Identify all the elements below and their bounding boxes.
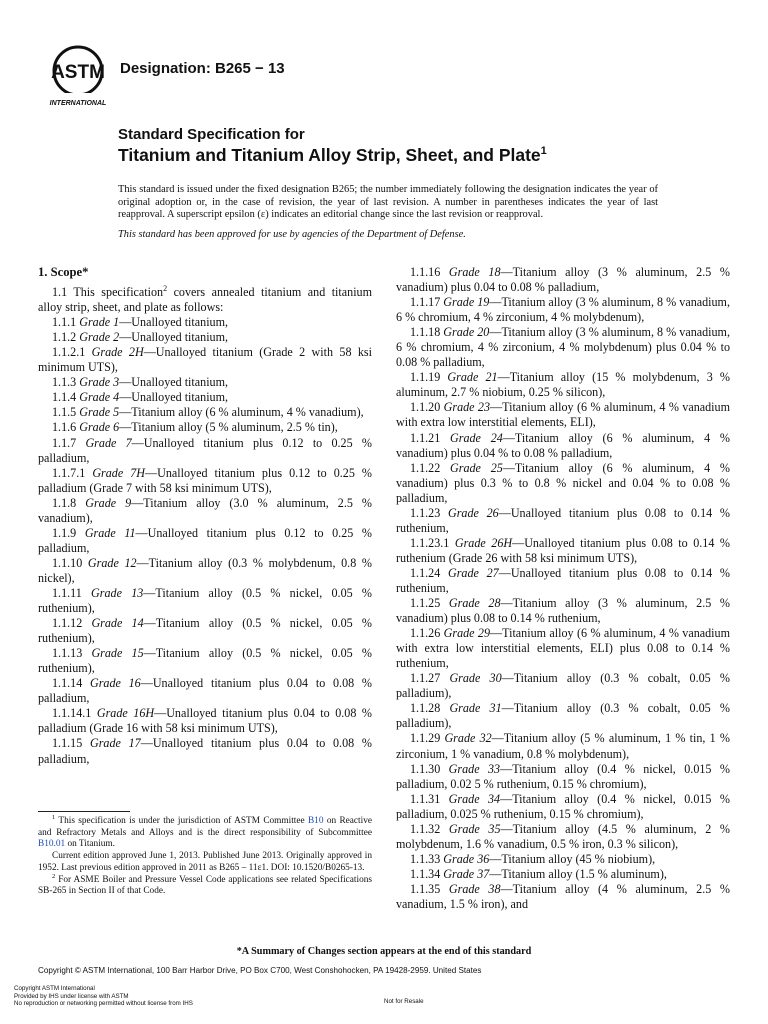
clause-number: 1.1.18 (410, 325, 441, 340)
list-item (396, 400, 730, 430)
scope-paragraph (38, 285, 372, 315)
subcommittee-b10-01-link[interactable]: B10.01 (38, 839, 66, 850)
grade-description: —Titanium alloy (3 % aluminum, 8 % vanadium, 6 % chromium, 4 % zirconium, 4 % molybdenum) plus 0.04 % to 0.08 % palladium, (396, 325, 730, 370)
grade-description: —Titanium alloy (0.4 % nickel, 0.015 % palladium, 0.025 % ruthenium, 0.15 % chromium), (396, 791, 730, 821)
clause-number: 1.1.35 (410, 881, 441, 896)
grade-name: Grade 18 (448, 265, 501, 279)
grade-name: Grade 17 (89, 736, 141, 751)
grade-description: —Titanium alloy (6 % aluminum, 4 % vanadium with extra low interstitial elements, ELI), (396, 400, 730, 430)
footnote-ref-2: 2 (163, 284, 168, 294)
astm-logo (44, 44, 112, 110)
list-item (38, 646, 372, 676)
not-for-resale: Not for Resale (384, 998, 424, 1005)
grade-name: Grade 13 (91, 585, 144, 600)
grade-name: Grade 2H (91, 345, 144, 360)
grade-description: —Titanium alloy (0.5 % nickel, 0.05 % ruthenium), (38, 646, 372, 676)
clause-number: 1.1.29 (410, 731, 441, 746)
list-item (38, 315, 372, 330)
grade-description: —Unalloyed titanium plus 0.08 to 0.14 % ruthenium, (396, 565, 730, 595)
grade-description: —Titanium alloy (3 % aluminum, 2.5 % vanadium) plus 0.04 to 0.08 % palladium, (396, 265, 730, 295)
grade-name: Grade 3 (79, 375, 120, 390)
clause-number: 1.1.7 (52, 435, 77, 450)
clause-number: 1.1.11 (52, 585, 82, 600)
logo-wordmark: ASTM (51, 62, 105, 83)
clause-number: 1.1.19 (410, 370, 441, 385)
list-item (396, 596, 730, 626)
scope-text-a: 1.1 This specification (52, 285, 164, 300)
grade-name: Grade 6 (79, 420, 120, 435)
clause-number: 1.1.14.1 (52, 706, 92, 721)
logo-subtext: INTERNATIONAL (49, 100, 107, 107)
footnotes (38, 813, 372, 898)
committee-b10-link[interactable]: B10 (307, 816, 324, 826)
grade-name: Grade 7H (92, 465, 146, 480)
clause-number: 1.1.27 (410, 671, 441, 686)
grade-description: —Titanium alloy (3 % aluminum, 8 % vanadium, 6 % chromium, 4 % zirconium, 4 % molybdenum), (396, 295, 730, 325)
grade-description: —Unalloyed titanium plus 0.08 to 0.14 % ruthenium (Grade 26 with 58 ksi minimum UTS), (396, 535, 730, 565)
list-item (396, 731, 730, 761)
clause-number: 1.1.34 (410, 866, 441, 881)
footnote-1-text-c: on Titanium. (65, 839, 115, 850)
grade-name: Grade 11 (84, 525, 136, 540)
clause-number: 1.1.30 (410, 761, 441, 776)
list-item (38, 706, 372, 736)
summary-of-changes-note: *A Summary of Changes section appears at the end of this standard (236, 946, 532, 957)
clause-number: 1.1.2 (52, 330, 77, 345)
list-item (396, 506, 730, 536)
grade-name: Grade 26H (454, 535, 513, 550)
grade-name: Grade 20 (443, 325, 490, 340)
list-item (38, 436, 372, 466)
grade-description: —Titanium alloy (0.5 % nickel, 0.05 % ruthenium), (38, 616, 372, 646)
grade-name: Grade 32 (444, 731, 492, 746)
grade-description: —Unalloyed titanium, (119, 315, 229, 330)
clause-number: 1.1.12 (52, 616, 83, 631)
grade-name: Grade 37 (443, 866, 490, 881)
list-item (396, 461, 730, 506)
list-item (396, 325, 730, 370)
clause-number: 1.1.2.1 (52, 345, 86, 360)
clause-number: 1.1.28 (410, 701, 441, 716)
grade-name: Grade 30 (449, 671, 502, 686)
clause-number: 1.1.23 (410, 505, 441, 520)
list-item (38, 616, 372, 646)
grade-description: —Titanium alloy (4 % aluminum, 2.5 % vanadium, 1.5 % iron), and (396, 881, 730, 911)
clause-number: 1.1.24 (410, 565, 441, 580)
clause-number: 1.1.4 (52, 390, 77, 405)
grade-description: —Unalloyed titanium, (119, 375, 229, 390)
clause-number: 1.1.5 (52, 405, 77, 420)
list-item (38, 736, 372, 766)
clause-number: 1.1.17 (410, 295, 441, 310)
grade-description: —Unalloyed titanium plus 0.12 to 0.25 % palladium (Grade 7 with 58 ksi minimum UTS), (38, 465, 372, 495)
grade-name: Grade 12 (87, 555, 137, 570)
grade-name: Grade 28 (448, 596, 501, 611)
section-heading-scope: 1. Scope* (38, 265, 89, 279)
intro-statement: This standard is issued under the fixed designation B265; the number immediately following the designation indicates the year of original adoption or, in the case of revision, the year of last revision. A number in parentheses indicates the year of last reapproval. A superscript epsilon (ε) indicates an editorial change since the last revision or reapproval. (118, 184, 658, 221)
grade-description: —Titanium alloy (3 % aluminum, 2.5 % vanadium) plus 0.08 to 0.14 % ruthenium, (396, 596, 730, 626)
list-item (396, 295, 730, 325)
grade-description: —Unalloyed titanium (Grade 2 with 58 ksi minimum UTS), (38, 345, 372, 375)
edition-note: Current edition approved June 1, 2013. Published June 2013. Originally approved in 1952. Last previous edition approved in 2011 as B265 – 11ε1. DOI: 10.1520/B0265-13. (38, 851, 372, 873)
list-item (396, 867, 730, 882)
title-line-1: Standard Specification for (118, 126, 305, 143)
clause-number: 1.1.7.1 (52, 465, 86, 480)
clause-number: 1.1.15 (52, 736, 83, 751)
list-item (38, 496, 372, 526)
grade-description: —Titanium alloy (6 % aluminum, 4 % vanadium with extra low interstitial elements, ELI) plus 0.08 to 0.14 % ruthenium, (396, 626, 730, 671)
grade-description: —Titanium alloy (0.4 % nickel, 0.015 % palladium, 0.02 5 % ruthenium, 0.15 % chromium), (396, 761, 730, 791)
grade-name: Grade 24 (450, 430, 503, 445)
footnote-divider (38, 811, 130, 812)
grade-name: Grade 15 (91, 646, 144, 661)
ihs-license-notice (14, 985, 193, 1008)
clause-number: 1.1.1 (52, 315, 77, 330)
list-item (38, 466, 372, 496)
clause-number: 1.1.8 (52, 495, 77, 510)
grade-description: —Titanium alloy (6 % aluminum, 4 % vanadium) plus 0.04 % to 0.08 % palladium, (396, 430, 730, 460)
designation: Designation: B265 − 13 (120, 60, 285, 77)
list-item (396, 792, 730, 822)
footnote-1 (38, 813, 372, 851)
clause-number: 1.1.25 (410, 596, 441, 611)
page-title (118, 145, 547, 166)
list-item (396, 822, 730, 852)
dod-approval: This standard has been approved for use by agencies of the Department of Defense. (118, 229, 466, 240)
copyright-line: Copyright © ASTM International, 100 Barr Harbor Drive, PO Box C700, West Conshohocken, PA 19428-2959. United States (38, 966, 482, 975)
grade-description: —Unalloyed titanium plus 0.04 to 0.08 % palladium, (38, 676, 372, 706)
clause-number: 1.1.6 (52, 420, 77, 435)
grade-description: —Titanium alloy (1.5 % aluminum), (489, 866, 667, 881)
list-item (396, 370, 730, 400)
ihs-line-1: Copyright ASTM International (14, 985, 95, 992)
grade-name: Grade 33 (448, 761, 501, 776)
footnote-2 (38, 872, 372, 898)
grade-name: Grade 31 (449, 701, 502, 716)
grade-name: Grade 9 (85, 495, 132, 510)
clause-number: 1.1.3 (52, 375, 77, 390)
grade-description: —Unalloyed titanium plus 0.04 to 0.08 % palladium (Grade 16 with 58 ksi minimum UTS), (38, 706, 372, 736)
grade-description: —Titanium alloy (6 % aluminum, 4 % vanadium), (119, 405, 364, 420)
grade-description: —Titanium alloy (45 % niobium), (489, 851, 656, 866)
grade-name: Grade 5 (79, 405, 120, 420)
clause-number: 1.1.21 (410, 430, 441, 445)
grade-name: Grade 16 (89, 676, 141, 691)
list-item (396, 762, 730, 792)
grade-name: Grade 26 (447, 505, 499, 520)
footnote-1-text-b: on Reactive and Refractory Metals and Alloys and is the direct responsibility of Subcommittee (38, 816, 372, 838)
grade-name: Grade 21 (447, 370, 498, 385)
list-item (38, 556, 372, 586)
grade-name: Grade 7 (85, 435, 132, 450)
footnote-1-mark: 1 (52, 813, 56, 821)
grade-name: Grade 1 (79, 315, 120, 330)
grade-name: Grade 16H (96, 706, 155, 721)
clause-number: 1.1.32 (410, 821, 441, 836)
grade-name: Grade 14 (91, 616, 144, 631)
list-item (396, 852, 730, 867)
clause-number: 1.1.26 (410, 626, 441, 641)
list-item (38, 345, 372, 375)
ihs-line-2: Provided by IHS under license with ASTM (14, 992, 129, 1000)
grade-description: —Unalloyed titanium, (119, 390, 229, 405)
clause-number: 1.1.33 (410, 851, 441, 866)
scope-text-b: covers annealed titanium and titanium alloy strip, sheet, and plate as follows: (38, 285, 373, 315)
grade-name: Grade 19 (443, 295, 490, 310)
list-item (38, 676, 372, 706)
grade-name: Grade 25 (450, 460, 503, 475)
clause-number: 1.1.10 (52, 555, 83, 570)
list-item (38, 330, 372, 345)
grade-description: —Titanium alloy (0.3 % cobalt, 0.05 % palladium), (396, 671, 730, 701)
list-item (38, 420, 372, 435)
grade-name: Grade 34 (448, 791, 501, 806)
grade-name: Grade 38 (448, 881, 501, 896)
grade-description: —Unalloyed titanium plus 0.12 to 0.25 % palladium, (38, 435, 372, 465)
list-item (38, 526, 372, 556)
footnote-2-mark: 2 (52, 872, 56, 880)
left-grade-list (38, 315, 372, 766)
list-item (396, 626, 730, 671)
clause-number: 1.1.23.1 (410, 535, 450, 550)
grade-description: —Titanium alloy (5 % aluminum, 2.5 % tin), (119, 420, 338, 435)
grade-description: —Unalloyed titanium plus 0.12 to 0.25 % palladium, (38, 525, 372, 555)
clause-number: 1.1.9 (52, 525, 77, 540)
clause-number: 1.1.16 (410, 265, 441, 279)
list-item (396, 431, 730, 461)
list-item (396, 265, 730, 295)
title-text: Titanium and Titanium Alloy Strip, Sheet, and Plate (118, 145, 541, 165)
grade-name: Grade 29 (443, 626, 491, 641)
list-item (396, 671, 730, 701)
grade-description: —Titanium alloy (4.5 % aluminum, 2 % molybdenum, 1.6 % vanadium, 0.5 % iron, 0.3 % silicon), (396, 821, 730, 851)
right-grade-list (396, 265, 730, 912)
grade-description: —Titanium alloy (5 % aluminum, 1 % tin, 1 % zirconium, 1 % vanadium, 0.8 % molybdenum), (396, 731, 730, 761)
grade-description: —Titanium alloy (0.5 % nickel, 0.05 % ruthenium), (38, 585, 372, 616)
clause-number: 1.1.14 (52, 676, 83, 691)
grade-description: —Unalloyed titanium, (119, 330, 229, 345)
grade-name: Grade 4 (79, 390, 120, 405)
left-column (38, 265, 372, 767)
list-item (396, 566, 730, 596)
grade-name: Grade 2 (79, 330, 120, 345)
grade-name: Grade 23 (443, 400, 491, 415)
clause-number: 1.1.31 (410, 791, 441, 806)
clause-number: 1.1.20 (410, 400, 441, 415)
footnote-2-text: For ASME Boiler and Pressure Vessel Code applications see related Specifications SB-265 in Section II of that Code. (38, 874, 372, 897)
grade-description: —Unalloyed titanium plus 0.08 to 0.14 % ruthenium, (396, 505, 730, 535)
clause-number: 1.1.13 (52, 646, 83, 661)
title-footnote-mark: 1 (540, 145, 547, 158)
clause-number: 1.1.22 (410, 460, 441, 475)
grade-description: —Titanium alloy (0.3 % cobalt, 0.05 % palladium), (396, 701, 730, 731)
grade-name: Grade 35 (448, 821, 501, 836)
grade-description: —Titanium alloy (6 % aluminum, 4 % vanadium) plus 0.3 % to 0.8 % nickel and 0.04 % to 0.08 % palladium, (396, 460, 730, 505)
grade-name: Grade 27 (447, 565, 499, 580)
right-column (396, 265, 730, 912)
grade-name: Grade 36 (443, 851, 490, 866)
list-item (38, 405, 372, 420)
footnote-1-text-a: This specification is under the jurisdiction of ASTM Committee (55, 816, 308, 826)
list-item (38, 390, 372, 405)
list-item (396, 882, 730, 912)
grade-description: —Titanium alloy (15 % molybdenum, 3 % aluminum, 2.7 % niobium, 0.25 % silicon), (396, 370, 730, 400)
astm-logo-icon (44, 44, 112, 110)
grade-description: —Titanium alloy (3.0 % aluminum, 2.5 % vanadium), (38, 495, 372, 525)
list-item (38, 586, 372, 616)
list-item (38, 375, 372, 390)
grade-description: —Unalloyed titanium plus 0.04 to 0.08 % palladium, (38, 736, 372, 766)
list-item (396, 536, 730, 566)
ihs-line-3: No reproduction or networking permitted without license from IHS (14, 1000, 193, 1008)
grade-description: —Titanium alloy (0.3 % molybdenum, 0.8 % nickel), (38, 555, 372, 585)
list-item (396, 701, 730, 731)
